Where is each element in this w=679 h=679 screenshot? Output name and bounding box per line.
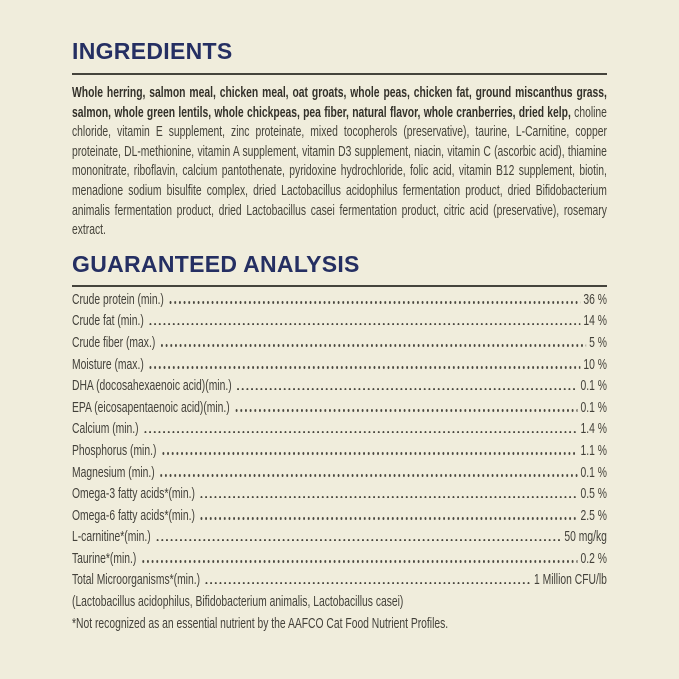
analysis-row	[72, 463, 607, 485]
dot-leader	[155, 539, 562, 542]
analysis-label: Calcium (min.)	[72, 421, 139, 438]
analysis-value: 0.1 %	[580, 464, 607, 481]
analysis-row	[72, 484, 607, 506]
analysis-table	[72, 290, 607, 592]
analysis-row	[72, 355, 607, 377]
analysis-row	[72, 311, 607, 333]
analysis-label: Moisture (max.)	[72, 356, 144, 373]
analysis-value: 0.5 %	[580, 486, 607, 503]
analysis-label: Crude fiber (max.)	[72, 334, 156, 351]
guaranteed-analysis-section	[72, 251, 607, 636]
analysis-label: L-carnitine*(min.)	[72, 529, 151, 546]
analysis-row	[72, 376, 607, 398]
aafco-footnote: *Not recognized as an essential nutrient by the AAFCO Cat Food Nutrient Profiles.	[72, 615, 449, 632]
analysis-value: 2.5 %	[580, 507, 607, 524]
analysis-label: Crude protein (min.)	[72, 291, 164, 308]
dot-leader	[204, 582, 531, 585]
analysis-label: Magnesium (min.)	[72, 464, 155, 481]
ingredients-secondary-list: choline chloride, vitamin E supplement, zinc proteinate, mixed tocopherols (preservative), taurine, L-Carnitine, copper proteinate, DL-methionine, vitamin A supplement, vitamin D3 supplement, niacin, vitamin C (ascorbic acid), thiamine mononitrate, riboflavin, calcium pantothenate, pyridoxine hydrochloride, folic acid, vitamin B12 supplement, biotin, menadione sodium bisulfite complex, dried Lactobacillus acidophilus fermentation product, dried Bifidobacterium animalis fermentation product, dried Lactobacillus casei fermentation product, citric acid (preservative), rosemary extract.	[72, 104, 607, 239]
ingredients-text	[72, 84, 607, 241]
analysis-row	[72, 549, 607, 571]
analysis-label: Omega-6 fatty acids*(min.)	[72, 507, 195, 524]
dot-leader	[159, 474, 578, 477]
analysis-value: 0.1 %	[580, 399, 607, 416]
analysis-row	[72, 333, 607, 355]
analysis-notes	[72, 592, 607, 635]
dot-leader	[199, 496, 577, 499]
analysis-label: Crude fat (min.)	[72, 313, 144, 330]
analysis-value: 1.4 %	[580, 421, 607, 438]
dot-leader	[143, 431, 578, 434]
dot-leader	[168, 301, 580, 304]
guaranteed-analysis-title: GUARANTEED ANALYSIS	[72, 250, 360, 277]
dot-leader	[141, 560, 578, 563]
microorganisms-list-note: (Lactobacillus acidophilus, Bifidobacterium animalis, Lactobacillus casei)	[72, 594, 404, 611]
analysis-label: Total Microorganisms*(min.)	[72, 572, 201, 589]
ingredients-primary-list: Whole herring, salmon meal, chicken meal, oat groats, whole peas, chicken fat, ground miscanthus grass, salmon, whole green lentils, whole chickpeas, pea fiber, natural flavor, whole cranberries, dried kelp,	[72, 85, 607, 121]
analysis-value: 10 %	[583, 356, 607, 373]
analysis-value: 5 %	[589, 334, 607, 351]
ingredients-section	[72, 38, 607, 241]
analysis-value: 0.1 %	[580, 378, 607, 395]
dot-leader	[160, 344, 587, 347]
analysis-row	[72, 398, 607, 420]
analysis-row	[72, 570, 607, 592]
ingredients-title: INGREDIENTS	[72, 38, 233, 64]
analysis-label: Taurine*(min.)	[72, 550, 137, 567]
analysis-value: 1.1 %	[580, 442, 607, 459]
analysis-row	[72, 506, 607, 528]
analysis-value: 14 %	[583, 313, 607, 330]
analysis-label: DHA (docosahexaenoic acid)(min.)	[72, 378, 232, 395]
analysis-label: Phosphorus (min.)	[72, 442, 157, 459]
dot-leader	[148, 323, 580, 326]
analysis-row	[72, 441, 607, 463]
analysis-label: Omega-3 fatty acids*(min.)	[72, 486, 195, 503]
dot-leader	[236, 388, 578, 391]
analysis-row	[72, 290, 607, 312]
analysis-label: EPA (eicosapentaenoic acid)(min.)	[72, 399, 230, 416]
dot-leader	[234, 409, 578, 412]
analysis-value: 0.2 %	[580, 550, 607, 567]
analysis-row	[72, 419, 607, 441]
analysis-value: 1 Million CFU/lb	[533, 572, 607, 589]
analysis-row	[72, 527, 607, 549]
dot-leader	[161, 452, 578, 455]
analysis-value: 36 %	[583, 291, 607, 308]
dot-leader	[199, 517, 577, 520]
guaranteed-analysis-divider	[72, 285, 607, 287]
ingredients-divider	[72, 73, 607, 75]
dot-leader	[148, 366, 580, 369]
analysis-value: 50 mg/kg	[564, 529, 607, 546]
